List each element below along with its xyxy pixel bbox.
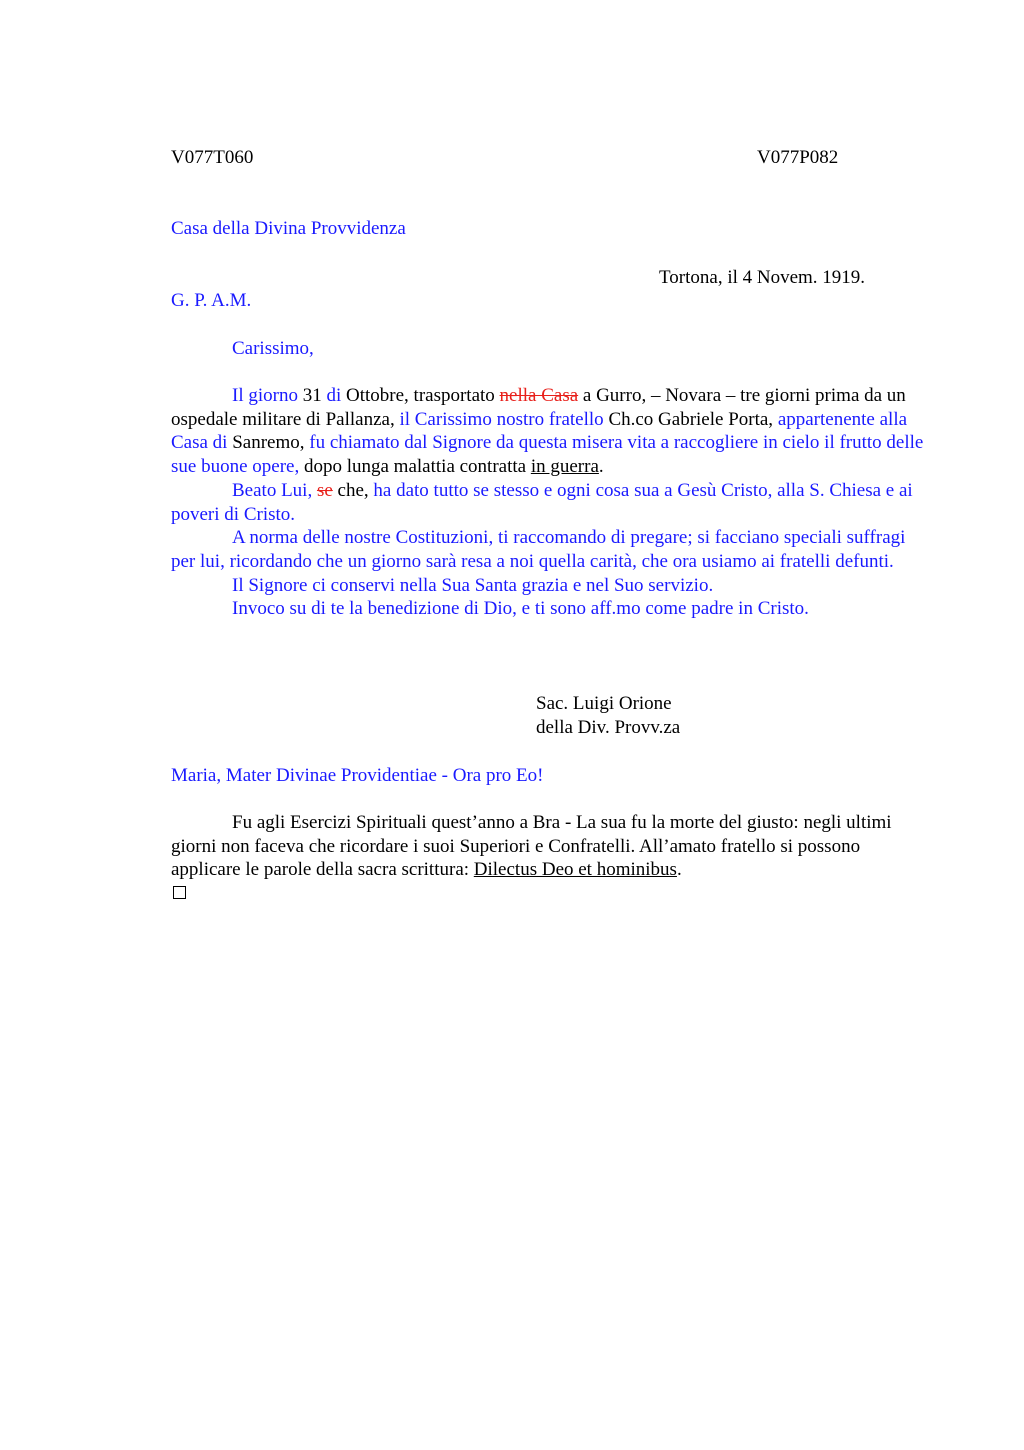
letterhead: Casa della Divina Provvidenza [171,218,406,239]
text-run: Ch.co Gabriele Porta, [608,408,778,430]
underlined-text: Dilectus Deo et hominibus [473,859,677,881]
text-run: . [676,859,682,881]
text-run: ha dato tutto se stesso e ogni cosa sua a Gesù Cristo, alla S. Chiesa e ai poveri di Cristo. [171,479,913,525]
text-run: Beato Lui, [232,479,317,501]
signature-title: della Div. Provv.za [536,717,681,738]
text-run: fu chiamato dal Signore da questa misera vita a raccogliere in cielo il frutto delle sue buone opere, [171,432,924,478]
deleted-text: se [316,479,333,501]
text-run: Fu agli Esercizi Spirituali quest’anno a Bra - La sua fu la morte del giusto: negli ultimi giorni non faceva che ricordare i suoi Superiori e Confratelli. All’amato fratello si possono applicare le parole della sacra scrittura: [171,812,892,881]
text-run: dopo lunga malattia contratta [303,456,531,478]
text-run: a Gurro, – Novara – tre giorni prima da un ospedale militare di Pallanza, [171,385,906,430]
text-run: che, [332,479,374,501]
paragraph-prayer-request: A norma delle nostre Costituzioni, ti raccomando di pregare; si facciano speciali suffragi per lui, ricordando che un giorno sarà resa a noi quella carità, che ora usiamo ai fratelli defunti. [171,527,906,572]
document-code-right: V077P082 [757,147,839,168]
deleted-text: nella Casa [499,385,579,406]
paragraph-beato-lui [171,479,931,526]
closing-prayer: Maria, Mater Divinae Providentiae - Ora pro Eo! [171,765,544,786]
invocation: G. P. A.M. [171,290,252,311]
text-run: Sanremo, [232,432,310,454]
letter-body [171,384,931,621]
text-run: Ottobre, trasportato [346,385,500,406]
paragraph-death-notice [171,384,931,479]
postscript [171,811,931,882]
text-run: Il giorno [232,385,303,406]
document-code-left: V077T060 [171,147,254,168]
underlined-text: in guerra [530,456,599,478]
text-run: di [326,385,346,406]
paragraph-closing: Invoco su di te la benedizione di Dio, e ti sono aff.mo come padre in Cristo. [232,598,809,620]
signature-name: Sac. Luigi Orione [536,693,672,714]
text-run: 31 [302,385,327,406]
text-run: . [598,456,604,478]
empty-box-symbol [173,886,186,899]
text-run: appartenente alla Casa di [171,408,908,454]
text-run: il Carissimo nostro fratello [399,408,609,430]
paragraph-blessing: Il Signore ci conservi nella Sua Santa grazia e nel Suo servizio. [232,574,714,596]
salutation: Carissimo, [232,338,314,359]
paragraph-postscript [171,811,931,882]
place-date: Tortona, il 4 Novem. 1919. [659,267,866,288]
